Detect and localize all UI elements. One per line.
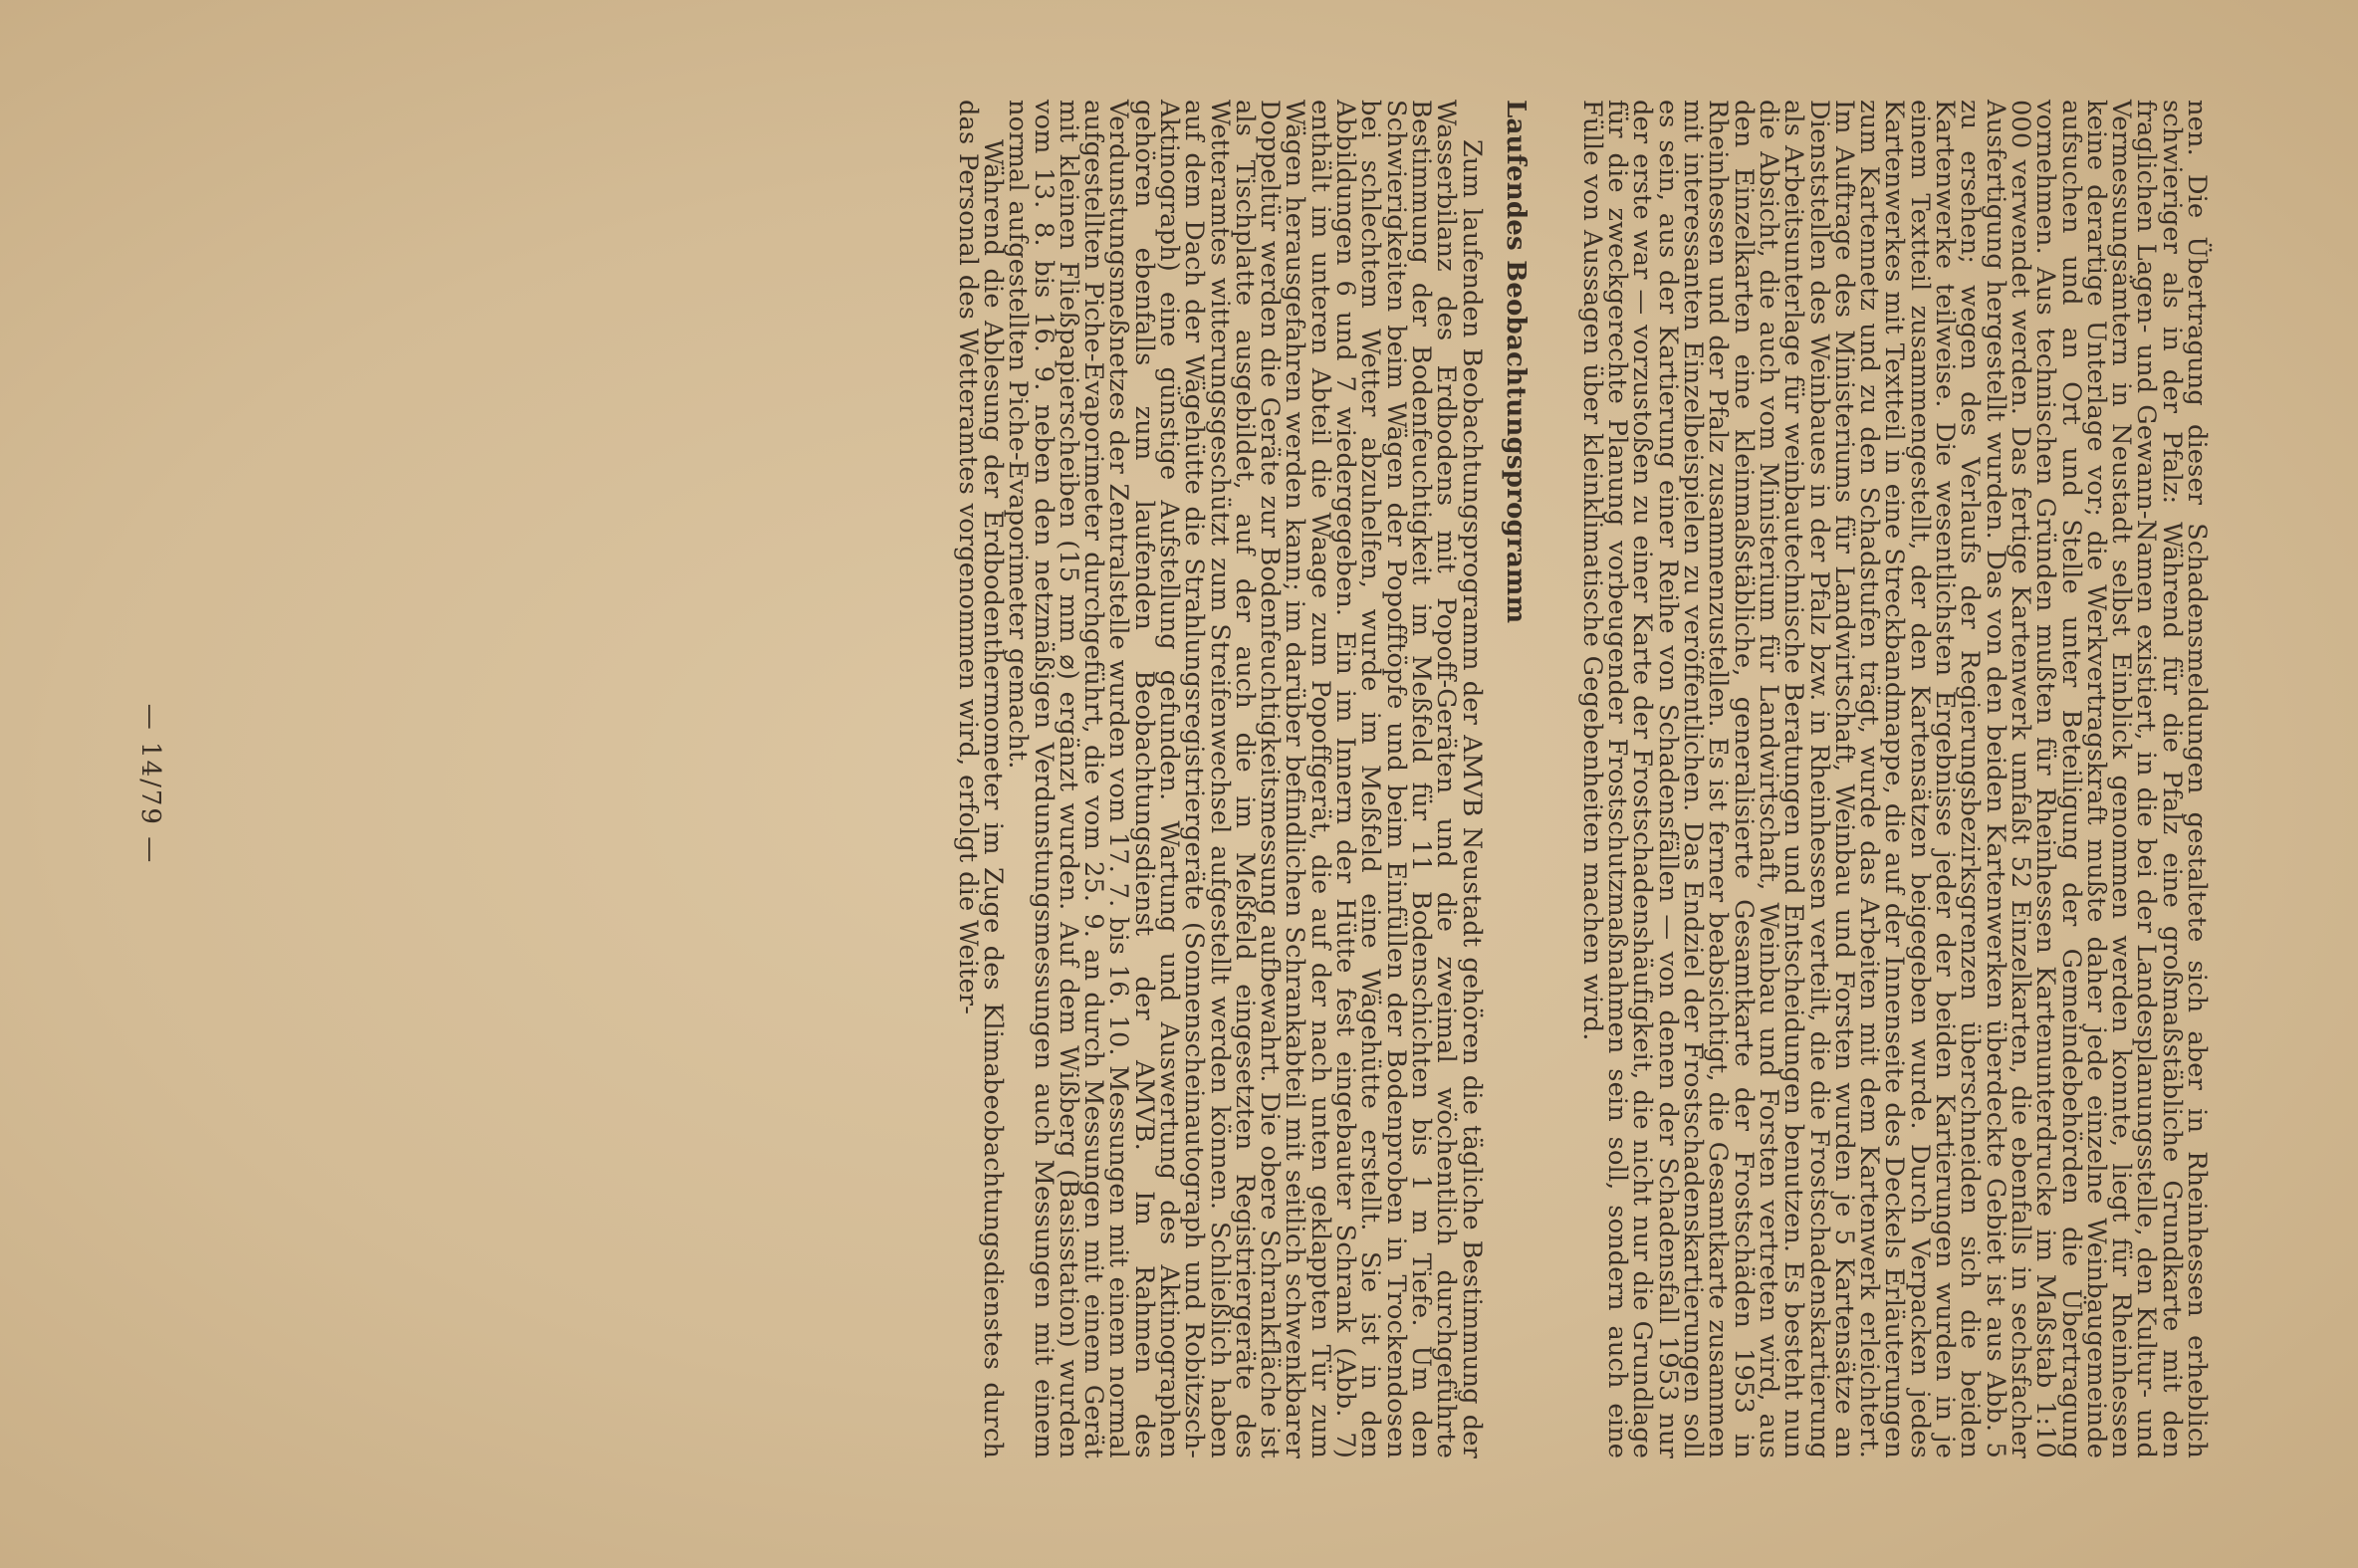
text-block bbox=[952, 100, 2212, 1458]
section-paragraph-1: Zum laufenden Beobachtungsprogramm der AMVB Neustadt gehören die tägliche Bestimmung der Wasserbilanz des Erdbodens mit Popoff-Geräten und die zweimal wöchentlich durchgeführte Bestimmung der Bodenfeuchtigkeit im Meßfeld für 11 Bodenschichten bis 1 m Tiefe. Um den Schwierigkeiten beim Wägen der Popofftöpfe und beim Einfüllen der Bodenproben in Trockendosen bei schlechtem Wetter abzuhelfen, wurde im Meßfeld eine Wägehütte erstellt. Sie ist in den Abbildungen 6 und 7 wiedergegeben. Ein im Innern der Hütte fest eingebauter Schrank (Abb. 7) enthält im unteren Abteil die Waage zum Popoffgerät, die auf der nach unten geklappten Tür zum Wägen herausgefahren werden kann; im darüber befindlichen Schrankabteil mit seitlich schwenkbarer Doppeltür werden die Geräte zur Bodenfeuchtigkeitsmessung aufbewahrt. Die obere Schrankfläche ist als Tischplatte ausgebildet, auf der auch die im Meßfeld eingesetzten Registriergeräte des Wetteramtes witterungsgeschützt zum Streifenwechsel aufgestellt werden können. Schließlich haben auf dem Dach der Wägehütte die Strahlungsregistriergeräte (Sonnenscheinautograph und Robitzsch-Aktinograph) eine günstige Aufstellung gefunden. Wartung und Auswertung des Aktinographen gehören ebenfalls zum laufenden Beobachtungsdienst der AMVB. Im Rahmen des Verdunstungsmeßnetzes der Zentralstelle wurden vom 17. 7. bis 16. 10. Messungen mit einem normal aufgestellten Piche-Evaporimeter durchgeführt, die vom 25. 9. an durch Messungen mit einem Gerät mit kleinen Fließpapierscheiben (15 mm ⌀) ergänzt wurden. Auf dem Wißberg (Basisstation) wurden vom 13. 8. bis 16. 9. neben den netzmäßigen Verdunstungsmessungen auch Messungen mit einem normal aufgestellten Piche-Evaporimeter gemacht. bbox=[1003, 100, 1487, 1458]
intro-paragraph: nen. Die Übertragung dieser Schadensmeldungen gestaltete sich aber in Rheinhessen erheblich schwieriger als in der Pfalz: Während für die Pfalz eine großmaßstäbliche Grundkarte mit den fraglichen Lagen- und Gewann-Namen existiert, in die bei der Landesplanungsstelle, den Kultur- und Vermessungsämtern in Neustadt selbst Einblick genommen werden konnte, liegt für Rheinhessen keine derartige Unterlage vor; die Werkvertragskraft mußte daher jede einzelne Weinbaugemeinde aufsuchen und an Ort und Stelle unter Beteiligung der Gemeindebehörden die Übertragung vornehmen. Aus technischen Gründen mußten für Rheinhessen Kartenunterdrucke im Maßstab 1:10 000 verwendet werden. Das fertige Kartenwerk umfaßt 52 Einzelkarten, die ebenfalls in sechsfacher Ausfertigung hergestellt wurden. Das von den beiden Kartenwerken überdeckte Gebiet ist aus Abb. 5 zu ersehen; wegen des Verlaufs der Regierungsbezirksgrenzen überschneiden sich die beiden Kartenwerke teilweise. Die wesentlichsten Ergebnisse jeder der beiden Kartierungen wurden in je einem Textteil zusammengestellt, der den Kartensätzen beigegeben wurde. Durch Verpacken jedes Kartenwerkes mit Textteil in eine Streckbandmappe, die auf der Innenseite des Deckels Erläuterungen zum Kartennetz und zu den Schadstufen trägt, wurde das Arbeiten mit dem Kartenwerk erleichtert. Im Auftrage des Ministeriums für Landwirtschaft, Weinbau und Forsten wurden je 5 Kartensätze an Dienststellen des Weinbaues in der Pfalz bzw. in Rheinhessen verteilt, die die Frostschadenskartierung als Arbeitsunterlage für weinbautechnische Beratungen und Entscheidungen benutzen. Es besteht nun die Absicht, die auch vom Ministerium für Landwirtschaft, Weinbau und Forsten vertreten wird, aus den Einzelkarten eine kleinmaßstäbliche, generalisierte Gesamtkarte der Frostschäden 1953 in Rheinhessen und der Pfalz zusammenzustellen. Es ist ferner beabsichtigt, die Gesamtkarte zusammen mit interessanten Einzelbeispielen zu veröffentlichen. Das Endziel der Frostschadenskartierungen soll es sein, aus der Kartierung einer Reihe von Schadensfällen — von denen der Schadensfall 1953 nur der erste war — vorzustoßen zu einer Karte der Frostschadenshäufigkeit, die nicht nur die Grundlage für die zweckgerechte Planung vorbeugender Frostschutzmaßnahmen sein soll, sondern auch eine Fülle von Aussagen über kleinklimatische Gegebenheiten machen wird. bbox=[1576, 100, 2212, 1458]
section-heading: Laufendes Beobachtungsprogramm bbox=[1500, 100, 1531, 624]
section-paragraph-2: Während die Ablesung der Erdbodenthermometer im Zuge des Klimabeobachtungsdienstes durch das Personal des Wetteramtes vorgenommen wird, erfolgt die Weiter- bbox=[952, 100, 1008, 1458]
page-number: — 14/79 — bbox=[135, 703, 165, 865]
